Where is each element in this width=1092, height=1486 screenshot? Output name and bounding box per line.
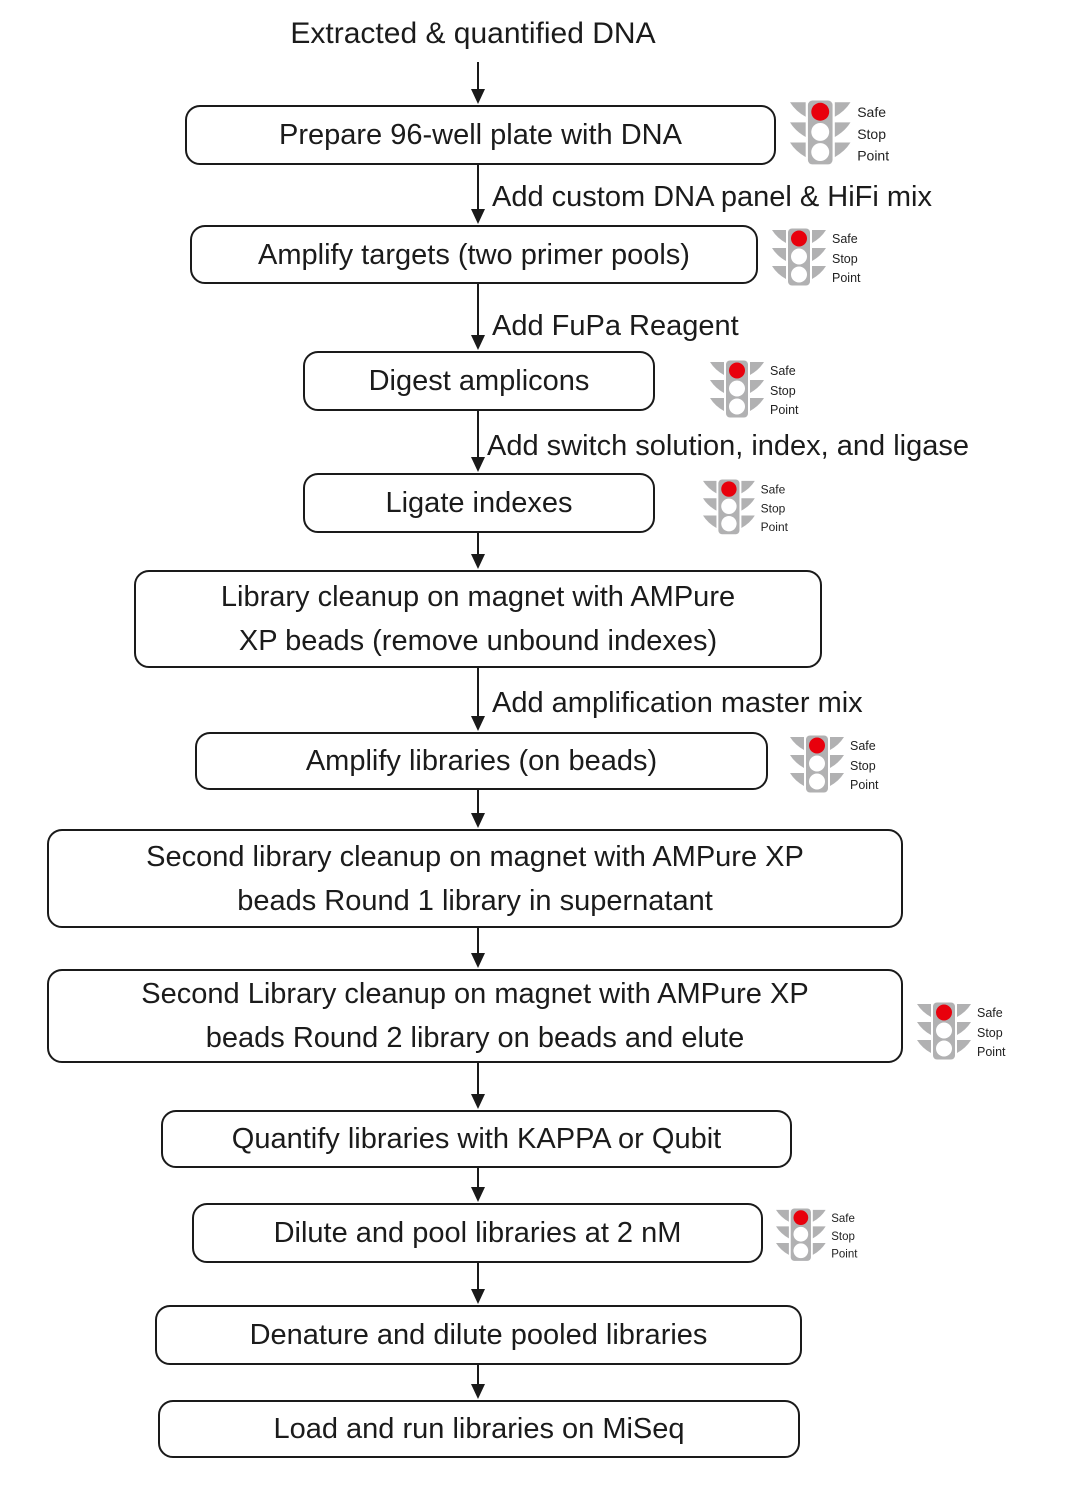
flow-arrow: [477, 411, 479, 460]
safe-stop-point-label-line: Stop: [831, 1229, 855, 1243]
safe-stop-point-label-line: Point: [760, 520, 788, 534]
arrow-head-icon: [471, 89, 485, 104]
safe-stop-point-label-line: Point: [977, 1045, 1006, 1059]
safe-stop-point-label: [761, 481, 788, 537]
arrow-annotation: Add custom DNA panel & HiFi mix: [492, 181, 932, 213]
traffic-light-icon: [710, 360, 764, 418]
flow-step-box: [303, 351, 655, 411]
flow-step-box: [47, 969, 903, 1063]
safe-stop-point-label-line: Stop: [857, 126, 887, 142]
flow-step-box: [192, 1203, 763, 1263]
arrow-head-icon: [471, 209, 485, 224]
safe-stop-point-label-line: Stop: [850, 758, 876, 773]
safe-stop-point-label-line: Safe: [832, 232, 858, 246]
flow-start-label: Extracted & quantified DNA: [290, 17, 656, 50]
flow-arrow: [477, 668, 479, 719]
arrow-head-icon: [471, 1384, 485, 1399]
arrow-head-icon: [471, 1289, 485, 1304]
arrow-head-icon: [471, 716, 485, 731]
arrow-head-icon: [471, 457, 485, 472]
safe-stop-point-label: [770, 362, 799, 421]
flow-step-box: [185, 105, 776, 165]
traffic-light-icon: [776, 1208, 826, 1261]
safe-stop-point-label-line: Safe: [770, 364, 796, 378]
safe-stop-point-indicator: [710, 360, 799, 421]
safe-stop-point-label-line: Safe: [831, 1211, 855, 1225]
arrow-head-icon: [471, 1187, 485, 1202]
safe-stop-point-indicator: [703, 479, 788, 537]
safe-stop-point-label: [857, 102, 889, 168]
flow-step-box: [303, 473, 655, 533]
flow-arrow: [477, 284, 479, 338]
safe-stop-point-label: [977, 1004, 1006, 1063]
flow-step-box: [155, 1305, 802, 1365]
step-label: Amplify libraries (on beads): [305, 745, 658, 777]
step-label: Second Library cleanup on magnet with AMPure XP: [141, 978, 809, 1010]
safe-stop-point-label: [831, 1210, 857, 1264]
flow-step-box: [47, 829, 903, 928]
safe-stop-point-label-line: Safe: [850, 739, 876, 753]
safe-stop-point-label-line: Stop: [832, 251, 858, 266]
flow-arrow: [477, 928, 479, 956]
arrow-head-icon: [471, 953, 485, 968]
step-label: Quantify libraries with KAPPA or Qubit: [231, 1123, 722, 1155]
step-label: Prepare 96-well plate with DNA: [279, 119, 682, 151]
safe-stop-point-label: [850, 737, 879, 796]
arrow-annotation: Add switch solution, index, and ligase: [487, 430, 970, 462]
safe-stop-point-label-line: Safe: [977, 1006, 1003, 1020]
arrow-head-icon: [471, 554, 485, 569]
safe-stop-point-label-line: Safe: [857, 104, 887, 121]
safe-stop-point-label-line: Stop: [977, 1025, 1003, 1040]
arrow-annotation: Add amplification master mix: [492, 687, 863, 719]
step-label: Load and run libraries on MiSeq: [273, 1413, 685, 1445]
safe-stop-point-label-line: Stop: [760, 501, 786, 515]
flow-step-box: [190, 225, 758, 284]
safe-stop-point-indicator: [776, 1208, 857, 1264]
flow-arrow: [477, 165, 479, 212]
safe-stop-point-label-line: Point: [831, 1247, 858, 1261]
step-label: Amplify targets (two primer pools): [258, 238, 690, 271]
step-label: Library cleanup on magnet with AMPure: [220, 581, 736, 613]
safe-stop-point-label-line: Point: [770, 403, 799, 417]
step-label: beads Round 2 library on beads and elute: [205, 1022, 745, 1054]
safe-stop-point-label-line: Point: [832, 271, 861, 285]
traffic-light-icon: [917, 1002, 971, 1060]
traffic-light-icon: [790, 100, 850, 165]
flow-step-box: [195, 732, 768, 790]
flow-arrow: [477, 1063, 479, 1097]
flow-arrow: [477, 62, 479, 92]
traffic-light-icon: [703, 479, 755, 535]
safe-stop-point-indicator: [917, 1002, 1006, 1063]
step-label: Denature and dilute pooled libraries: [249, 1319, 708, 1351]
step-label: Second library cleanup on magnet with AMPure XP: [146, 840, 804, 873]
step-label: beads Round 1 library in supernatant: [237, 884, 713, 917]
safe-stop-point-label-line: Safe: [760, 482, 786, 497]
safe-stop-point-indicator: [790, 100, 889, 168]
safe-stop-point-label-line: Point: [850, 778, 879, 792]
step-label: XP beads (remove unbound indexes): [238, 625, 718, 657]
arrow-head-icon: [471, 1094, 485, 1109]
step-label: Ligate indexes: [385, 487, 573, 519]
arrow-annotation: Add FuPa Reagent: [492, 310, 739, 342]
arrow-head-icon: [471, 813, 485, 828]
flow-step-box: [161, 1110, 792, 1168]
step-label: Dilute and pool libraries at 2 nM: [273, 1217, 682, 1249]
safe-stop-point-label-line: Stop: [770, 383, 796, 398]
step-label: Digest amplicons: [368, 365, 590, 397]
flow-step-box: [158, 1400, 800, 1458]
safe-stop-point-indicator: [772, 228, 861, 289]
safe-stop-point-indicator: [790, 735, 879, 796]
flow-arrow: [477, 1263, 479, 1292]
arrow-head-icon: [471, 335, 485, 350]
safe-stop-point-label: [832, 230, 861, 289]
traffic-light-icon: [772, 228, 826, 286]
flow-step-box: [134, 570, 822, 668]
safe-stop-point-label-line: Point: [857, 148, 890, 164]
traffic-light-icon: [790, 735, 844, 793]
